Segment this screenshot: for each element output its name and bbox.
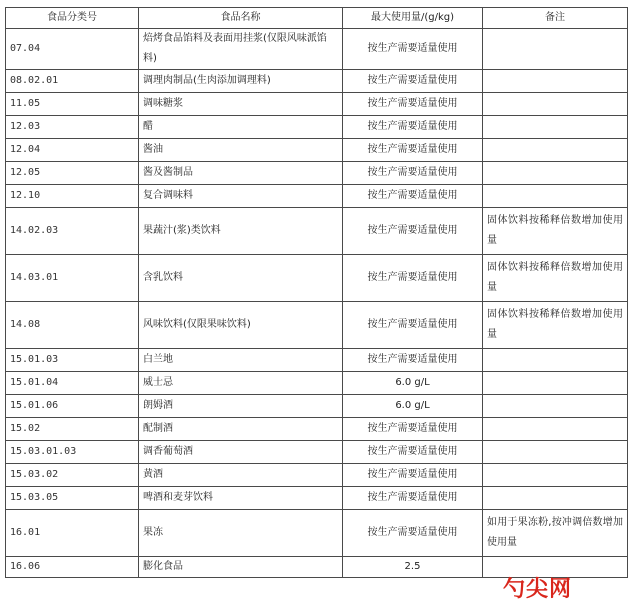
cell-name: 调理肉制品(生肉添加调理料) (139, 70, 343, 93)
table-row (6, 29, 628, 70)
cell-name: 酱及酱制品 (139, 162, 343, 185)
cell-code: 16.01 (6, 510, 139, 557)
cell-max: 按生产需要适量使用 (343, 418, 483, 441)
cell-code: 07.04 (6, 29, 139, 70)
cell-max: 按生产需要适量使用 (343, 349, 483, 372)
cell-name: 焙烤食品馅料及表面用挂浆(仅限风味派馅料) (139, 29, 343, 70)
cell-name: 膨化食品 (139, 557, 343, 578)
cell-name: 配制酒 (139, 418, 343, 441)
cell-max: 按生产需要适量使用 (343, 185, 483, 208)
cell-note (483, 116, 628, 139)
cell-code: 15.01.06 (6, 395, 139, 418)
cell-code: 14.08 (6, 302, 139, 349)
cell-max: 2.5 (343, 557, 483, 578)
cell-note (483, 29, 628, 70)
table-header-row (6, 8, 628, 29)
cell-max: 按生产需要适量使用 (343, 441, 483, 464)
cell-max: 6.0 g/L (343, 395, 483, 418)
cell-code: 14.02.03 (6, 208, 139, 255)
cell-max: 按生产需要适量使用 (343, 139, 483, 162)
cell-note (483, 139, 628, 162)
table-row (6, 418, 628, 441)
cell-max: 按生产需要适量使用 (343, 93, 483, 116)
cell-code: 15.03.05 (6, 487, 139, 510)
cell-name: 酱油 (139, 139, 343, 162)
cell-max: 按生产需要适量使用 (343, 255, 483, 302)
table-row (6, 441, 628, 464)
cell-code: 12.05 (6, 162, 139, 185)
cell-code: 12.03 (6, 116, 139, 139)
cell-max: 按生产需要适量使用 (343, 510, 483, 557)
cell-name: 威士忌 (139, 372, 343, 395)
cell-note (483, 395, 628, 418)
cell-name: 啤酒和麦芽饮料 (139, 487, 343, 510)
cell-note (483, 349, 628, 372)
table-row (6, 464, 628, 487)
cell-max: 按生产需要适量使用 (343, 208, 483, 255)
cell-max: 按生产需要适量使用 (343, 302, 483, 349)
cell-note: 固体饮料按稀释倍数增加使用量 (483, 208, 628, 255)
cell-code: 12.04 (6, 139, 139, 162)
table-row (6, 255, 628, 302)
table-row (6, 510, 628, 557)
cell-name: 朗姆酒 (139, 395, 343, 418)
cell-name: 含乳饮料 (139, 255, 343, 302)
cell-max: 按生产需要适量使用 (343, 70, 483, 93)
cell-max: 按生产需要适量使用 (343, 162, 483, 185)
table-row (6, 70, 628, 93)
cell-note (483, 418, 628, 441)
cell-max: 按生产需要适量使用 (343, 29, 483, 70)
cell-name: 白兰地 (139, 349, 343, 372)
cell-note (483, 162, 628, 185)
cell-note (483, 441, 628, 464)
cell-code: 15.02 (6, 418, 139, 441)
cell-name: 醋 (139, 116, 343, 139)
table-row (6, 162, 628, 185)
site-watermark: 勺尖网 (503, 576, 573, 602)
table-row (6, 302, 628, 349)
table-row (6, 487, 628, 510)
cell-code: 14.03.01 (6, 255, 139, 302)
cell-max: 按生产需要适量使用 (343, 464, 483, 487)
table-row (6, 116, 628, 139)
cell-name: 果冻 (139, 510, 343, 557)
cell-name: 果蔬汁(浆)类饮料 (139, 208, 343, 255)
cell-note: 固体饮料按稀释倍数增加使用量 (483, 255, 628, 302)
table-row (6, 139, 628, 162)
table-row (6, 93, 628, 116)
cell-note (483, 372, 628, 395)
cell-name: 风味饮料(仅限果味饮料) (139, 302, 343, 349)
cell-name: 调香葡萄酒 (139, 441, 343, 464)
cell-code: 15.01.04 (6, 372, 139, 395)
cell-note (483, 93, 628, 116)
cell-note: 固体饮料按稀释倍数增加使用量 (483, 302, 628, 349)
cell-code: 16.06 (6, 557, 139, 578)
table-row (6, 349, 628, 372)
header-code: 食品分类号 (6, 8, 139, 29)
table-row (6, 185, 628, 208)
cell-note (483, 487, 628, 510)
cell-code: 15.03.02 (6, 464, 139, 487)
header-note: 备注 (483, 8, 628, 29)
cell-max: 按生产需要适量使用 (343, 487, 483, 510)
cell-code: 15.03.01.03 (6, 441, 139, 464)
cell-note (483, 464, 628, 487)
cell-code: 12.10 (6, 185, 139, 208)
cell-name: 黄酒 (139, 464, 343, 487)
table-row (6, 208, 628, 255)
header-name: 食品名称 (139, 8, 343, 29)
cell-note (483, 70, 628, 93)
cell-code: 11.05 (6, 93, 139, 116)
cell-note (483, 185, 628, 208)
table-row (6, 372, 628, 395)
table-row (6, 395, 628, 418)
cell-max: 6.0 g/L (343, 372, 483, 395)
cell-note: 如用于果冻粉,按冲调倍数增加使用量 (483, 510, 628, 557)
cell-name: 复合调味料 (139, 185, 343, 208)
cell-max: 按生产需要适量使用 (343, 116, 483, 139)
cell-code: 08.02.01 (6, 70, 139, 93)
header-max: 最大使用量/(g/kg) (343, 8, 483, 29)
cell-name: 调味糖浆 (139, 93, 343, 116)
additive-usage-table (5, 7, 628, 578)
cell-code: 15.01.03 (6, 349, 139, 372)
